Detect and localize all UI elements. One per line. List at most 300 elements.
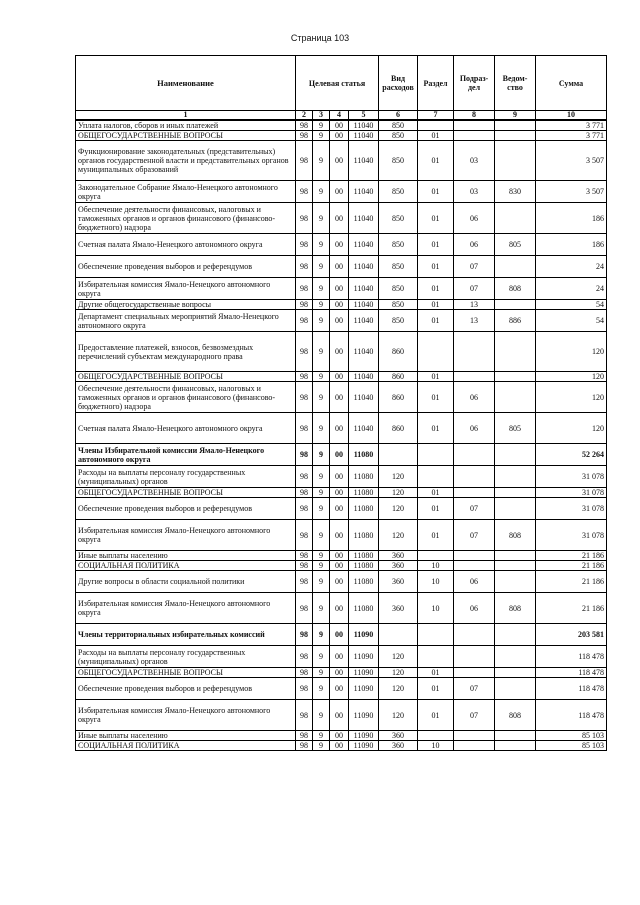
column-number: 9 bbox=[495, 111, 536, 121]
section-cell bbox=[418, 646, 454, 668]
code-subprogram-cell: 9 bbox=[313, 120, 330, 131]
department-cell bbox=[495, 466, 536, 488]
department-cell bbox=[495, 131, 536, 141]
code-program-cell: 98 bbox=[296, 413, 313, 444]
row-name-cell: Счетная палата Ямало-Ненецкого автономного округа bbox=[76, 413, 296, 444]
code-article-cell: 11040 bbox=[349, 413, 379, 444]
sum-cell: 31 078 bbox=[536, 498, 607, 520]
department-cell: 808 bbox=[495, 593, 536, 624]
sum-cell: 31 078 bbox=[536, 488, 607, 498]
table-row bbox=[76, 278, 607, 300]
sum-cell: 186 bbox=[536, 203, 607, 234]
header-department: Ведом-ство bbox=[495, 56, 536, 111]
expense-type-cell: 360 bbox=[379, 593, 418, 624]
section-cell: 10 bbox=[418, 571, 454, 593]
sum-cell: 120 bbox=[536, 413, 607, 444]
table-row bbox=[76, 332, 607, 372]
header-name: Наименование bbox=[76, 56, 296, 111]
section-cell: 01 bbox=[418, 256, 454, 278]
expense-type-cell: 850 bbox=[379, 141, 418, 181]
column-number: 4 bbox=[330, 111, 349, 121]
table-row bbox=[76, 310, 607, 332]
code-direction-cell: 00 bbox=[330, 181, 349, 203]
table-row bbox=[76, 700, 607, 731]
code-subprogram-cell: 9 bbox=[313, 678, 330, 700]
row-name-cell: Предоставление платежей, взносов, безвозмездных перечислений субъектам международного права bbox=[76, 332, 296, 372]
code-program-cell: 98 bbox=[296, 520, 313, 551]
code-subprogram-cell: 9 bbox=[313, 668, 330, 678]
subsection-cell: 07 bbox=[454, 700, 495, 731]
section-cell: 01 bbox=[418, 203, 454, 234]
expense-type-cell: 860 bbox=[379, 372, 418, 382]
subsection-cell bbox=[454, 741, 495, 751]
code-direction-cell: 00 bbox=[330, 300, 349, 310]
table-row bbox=[76, 498, 607, 520]
code-direction-cell: 00 bbox=[330, 372, 349, 382]
code-article-cell: 11040 bbox=[349, 256, 379, 278]
row-name-cell: Избирательная комиссия Ямало-Ненецкого автономного округа bbox=[76, 593, 296, 624]
code-direction-cell: 00 bbox=[330, 700, 349, 731]
section-cell: 01 bbox=[418, 372, 454, 382]
department-cell bbox=[495, 498, 536, 520]
sum-cell: 120 bbox=[536, 332, 607, 372]
code-program-cell: 98 bbox=[296, 234, 313, 256]
sum-cell: 21 186 bbox=[536, 561, 607, 571]
code-article-cell: 11040 bbox=[349, 300, 379, 310]
section-cell: 01 bbox=[418, 668, 454, 678]
table-row bbox=[76, 181, 607, 203]
department-cell: 886 bbox=[495, 310, 536, 332]
expense-type-cell: 120 bbox=[379, 646, 418, 668]
code-article-cell: 11080 bbox=[349, 561, 379, 571]
expense-type-cell: 120 bbox=[379, 488, 418, 498]
code-subprogram-cell: 9 bbox=[313, 731, 330, 741]
code-direction-cell: 00 bbox=[330, 141, 349, 181]
code-subprogram-cell: 9 bbox=[313, 571, 330, 593]
subsection-cell: 07 bbox=[454, 278, 495, 300]
column-number: 10 bbox=[536, 111, 607, 121]
sum-cell: 85 103 bbox=[536, 741, 607, 751]
code-program-cell: 98 bbox=[296, 372, 313, 382]
code-article-cell: 11040 bbox=[349, 141, 379, 181]
subsection-cell: 06 bbox=[454, 382, 495, 413]
section-cell: 01 bbox=[418, 141, 454, 181]
subsection-cell: 13 bbox=[454, 310, 495, 332]
sum-cell: 21 186 bbox=[536, 551, 607, 561]
department-cell bbox=[495, 488, 536, 498]
sum-cell: 203 581 bbox=[536, 624, 607, 646]
department-cell: 805 bbox=[495, 413, 536, 444]
row-name-cell: Обеспечение деятельности финансовых, налоговых и таможенных органов и органов финансового (финансово-бюджетного) надзора bbox=[76, 382, 296, 413]
code-program-cell: 98 bbox=[296, 131, 313, 141]
code-direction-cell: 00 bbox=[330, 332, 349, 372]
column-number: 2 bbox=[296, 111, 313, 121]
code-direction-cell: 00 bbox=[330, 551, 349, 561]
code-direction-cell: 00 bbox=[330, 498, 349, 520]
expense-type-cell: 850 bbox=[379, 234, 418, 256]
table-row bbox=[76, 300, 607, 310]
department-cell bbox=[495, 203, 536, 234]
column-number: 5 bbox=[349, 111, 379, 121]
subsection-cell: 06 bbox=[454, 571, 495, 593]
section-cell: 01 bbox=[418, 300, 454, 310]
section-cell: 01 bbox=[418, 498, 454, 520]
table-row bbox=[76, 561, 607, 571]
code-program-cell: 98 bbox=[296, 593, 313, 624]
department-cell bbox=[495, 668, 536, 678]
code-subprogram-cell: 9 bbox=[313, 413, 330, 444]
sum-cell: 52 264 bbox=[536, 444, 607, 466]
sum-cell: 120 bbox=[536, 372, 607, 382]
section-cell: 01 bbox=[418, 382, 454, 413]
row-name-cell: Законодательное Собрание Ямало-Ненецкого автономного округа bbox=[76, 181, 296, 203]
header-sum: Сумма bbox=[536, 56, 607, 111]
expense-type-cell: 850 bbox=[379, 203, 418, 234]
sum-cell: 118 478 bbox=[536, 668, 607, 678]
subsection-cell bbox=[454, 120, 495, 131]
row-name-cell: Другие вопросы в области социальной политики bbox=[76, 571, 296, 593]
table-row bbox=[76, 668, 607, 678]
sum-cell: 118 478 bbox=[536, 646, 607, 668]
row-name-cell: Функционирование законодательных (представительных) органов государственной власти и представительных органов муниципальных образований bbox=[76, 141, 296, 181]
code-program-cell: 98 bbox=[296, 571, 313, 593]
table-row bbox=[76, 234, 607, 256]
section-cell bbox=[418, 444, 454, 466]
sum-cell: 85 103 bbox=[536, 731, 607, 741]
table-row bbox=[76, 488, 607, 498]
code-subprogram-cell: 9 bbox=[313, 310, 330, 332]
code-article-cell: 11040 bbox=[349, 131, 379, 141]
subsection-cell: 07 bbox=[454, 498, 495, 520]
department-cell bbox=[495, 120, 536, 131]
code-program-cell: 98 bbox=[296, 278, 313, 300]
department-cell bbox=[495, 332, 536, 372]
code-direction-cell: 00 bbox=[330, 741, 349, 751]
subsection-cell: 06 bbox=[454, 203, 495, 234]
header-subsection: Подраз-дел bbox=[454, 56, 495, 111]
expense-type-cell: 850 bbox=[379, 310, 418, 332]
code-subprogram-cell: 9 bbox=[313, 382, 330, 413]
code-subprogram-cell: 9 bbox=[313, 256, 330, 278]
department-cell: 808 bbox=[495, 278, 536, 300]
subsection-cell: 07 bbox=[454, 678, 495, 700]
code-article-cell: 11080 bbox=[349, 488, 379, 498]
code-article-cell: 11090 bbox=[349, 741, 379, 751]
sum-cell: 3 507 bbox=[536, 181, 607, 203]
code-article-cell: 11040 bbox=[349, 278, 379, 300]
header-target-article: Целевая статья bbox=[296, 56, 379, 111]
section-cell bbox=[418, 551, 454, 561]
subsection-cell bbox=[454, 444, 495, 466]
code-program-cell: 98 bbox=[296, 646, 313, 668]
code-program-cell: 98 bbox=[296, 700, 313, 731]
section-cell bbox=[418, 731, 454, 741]
code-program-cell: 98 bbox=[296, 181, 313, 203]
code-direction-cell: 00 bbox=[330, 234, 349, 256]
table-row bbox=[76, 741, 607, 751]
sum-cell: 24 bbox=[536, 256, 607, 278]
subsection-cell bbox=[454, 488, 495, 498]
header-expense-type: Вид расходов bbox=[379, 56, 418, 111]
subsection-cell: 03 bbox=[454, 181, 495, 203]
code-direction-cell: 00 bbox=[330, 131, 349, 141]
sum-cell: 21 186 bbox=[536, 571, 607, 593]
row-name-cell: Избирательная комиссия Ямало-Ненецкого автономного округа bbox=[76, 278, 296, 300]
row-name-cell: ОБЩЕГОСУДАРСТВЕННЫЕ ВОПРОСЫ bbox=[76, 488, 296, 498]
row-name-cell: ОБЩЕГОСУДАРСТВЕННЫЕ ВОПРОСЫ bbox=[76, 131, 296, 141]
department-cell bbox=[495, 561, 536, 571]
code-direction-cell: 00 bbox=[330, 731, 349, 741]
section-cell: 01 bbox=[418, 413, 454, 444]
subsection-cell: 06 bbox=[454, 234, 495, 256]
code-direction-cell: 00 bbox=[330, 413, 349, 444]
subsection-cell: 03 bbox=[454, 141, 495, 181]
department-cell bbox=[495, 551, 536, 561]
expense-type-cell: 850 bbox=[379, 278, 418, 300]
code-program-cell: 98 bbox=[296, 141, 313, 181]
code-program-cell: 98 bbox=[296, 310, 313, 332]
row-name-cell: Иные выплаты населению bbox=[76, 731, 296, 741]
code-article-cell: 11040 bbox=[349, 382, 379, 413]
row-name-cell: Избирательная комиссия Ямало-Ненецкого автономного округа bbox=[76, 520, 296, 551]
sum-cell: 54 bbox=[536, 310, 607, 332]
table-row bbox=[76, 624, 607, 646]
table-row bbox=[76, 444, 607, 466]
section-cell: 01 bbox=[418, 310, 454, 332]
code-article-cell: 11080 bbox=[349, 466, 379, 488]
code-direction-cell: 00 bbox=[330, 561, 349, 571]
table-row bbox=[76, 372, 607, 382]
code-direction-cell: 00 bbox=[330, 668, 349, 678]
subsection-cell bbox=[454, 668, 495, 678]
code-direction-cell: 00 bbox=[330, 488, 349, 498]
section-cell: 01 bbox=[418, 520, 454, 551]
code-article-cell: 11080 bbox=[349, 571, 379, 593]
row-name-cell: Расходы на выплаты персоналу государственных (муниципальных) органов bbox=[76, 466, 296, 488]
subsection-cell bbox=[454, 561, 495, 571]
expense-type-cell: 120 bbox=[379, 498, 418, 520]
code-program-cell: 98 bbox=[296, 731, 313, 741]
row-name-cell: Уплата налогов, сборов и иных платежей bbox=[76, 120, 296, 131]
code-subprogram-cell: 9 bbox=[313, 466, 330, 488]
expense-type-cell: 360 bbox=[379, 551, 418, 561]
section-cell: 10 bbox=[418, 561, 454, 571]
table-row bbox=[76, 120, 607, 131]
row-name-cell: СОЦИАЛЬНАЯ ПОЛИТИКА bbox=[76, 741, 296, 751]
code-subprogram-cell: 9 bbox=[313, 141, 330, 181]
table-row bbox=[76, 466, 607, 488]
code-direction-cell: 00 bbox=[330, 646, 349, 668]
subsection-cell bbox=[454, 372, 495, 382]
subsection-cell bbox=[454, 466, 495, 488]
sum-cell: 3 771 bbox=[536, 131, 607, 141]
code-direction-cell: 00 bbox=[330, 571, 349, 593]
subsection-cell bbox=[454, 551, 495, 561]
row-name-cell: ОБЩЕГОСУДАРСТВЕННЫЕ ВОПРОСЫ bbox=[76, 668, 296, 678]
expense-type-cell: 850 bbox=[379, 120, 418, 131]
code-program-cell: 98 bbox=[296, 203, 313, 234]
subsection-cell: 06 bbox=[454, 593, 495, 624]
expense-type-cell bbox=[379, 444, 418, 466]
code-article-cell: 11090 bbox=[349, 700, 379, 731]
column-number-row bbox=[76, 111, 607, 121]
column-number: 6 bbox=[379, 111, 418, 121]
row-name-cell: Обеспечение проведения выборов и референдумов bbox=[76, 678, 296, 700]
expense-type-cell: 850 bbox=[379, 181, 418, 203]
department-cell bbox=[495, 731, 536, 741]
row-name-cell: Иные выплаты населению bbox=[76, 551, 296, 561]
header-section: Раздел bbox=[418, 56, 454, 111]
expense-type-cell: 860 bbox=[379, 332, 418, 372]
code-article-cell: 11080 bbox=[349, 520, 379, 551]
table-row bbox=[76, 593, 607, 624]
code-subprogram-cell: 9 bbox=[313, 278, 330, 300]
sum-cell: 24 bbox=[536, 278, 607, 300]
expense-type-cell: 120 bbox=[379, 466, 418, 488]
expense-type-cell: 850 bbox=[379, 256, 418, 278]
code-subprogram-cell: 9 bbox=[313, 234, 330, 256]
department-cell bbox=[495, 741, 536, 751]
sum-cell: 31 078 bbox=[536, 466, 607, 488]
department-cell bbox=[495, 372, 536, 382]
subsection-cell bbox=[454, 646, 495, 668]
sum-cell: 31 078 bbox=[536, 520, 607, 551]
code-program-cell: 98 bbox=[296, 624, 313, 646]
code-article-cell: 11090 bbox=[349, 646, 379, 668]
department-cell: 808 bbox=[495, 520, 536, 551]
sum-cell: 120 bbox=[536, 382, 607, 413]
code-article-cell: 11090 bbox=[349, 624, 379, 646]
department-cell: 805 bbox=[495, 234, 536, 256]
code-program-cell: 98 bbox=[296, 256, 313, 278]
section-cell: 01 bbox=[418, 278, 454, 300]
code-article-cell: 11080 bbox=[349, 551, 379, 561]
table-body bbox=[76, 120, 607, 751]
section-cell: 10 bbox=[418, 741, 454, 751]
expense-type-cell: 860 bbox=[379, 382, 418, 413]
code-subprogram-cell: 9 bbox=[313, 551, 330, 561]
sum-cell: 21 186 bbox=[536, 593, 607, 624]
code-program-cell: 98 bbox=[296, 498, 313, 520]
section-cell bbox=[418, 120, 454, 131]
table-row bbox=[76, 551, 607, 561]
section-cell bbox=[418, 624, 454, 646]
code-subprogram-cell: 9 bbox=[313, 561, 330, 571]
code-article-cell: 11040 bbox=[349, 372, 379, 382]
code-article-cell: 11080 bbox=[349, 444, 379, 466]
row-name-cell: Обеспечение проведения выборов и референдумов bbox=[76, 498, 296, 520]
code-subprogram-cell: 9 bbox=[313, 741, 330, 751]
code-program-cell: 98 bbox=[296, 551, 313, 561]
code-subprogram-cell: 9 bbox=[313, 646, 330, 668]
section-cell: 01 bbox=[418, 678, 454, 700]
expense-type-cell: 120 bbox=[379, 700, 418, 731]
budget-table bbox=[75, 55, 607, 751]
expense-type-cell: 860 bbox=[379, 413, 418, 444]
table-row bbox=[76, 520, 607, 551]
code-program-cell: 98 bbox=[296, 668, 313, 678]
code-article-cell: 11040 bbox=[349, 120, 379, 131]
table-row bbox=[76, 646, 607, 668]
code-program-cell: 98 bbox=[296, 488, 313, 498]
department-cell bbox=[495, 300, 536, 310]
sum-cell: 3 507 bbox=[536, 141, 607, 181]
page-label: Страница 103 bbox=[290, 33, 350, 43]
code-program-cell: 98 bbox=[296, 561, 313, 571]
sum-cell: 118 478 bbox=[536, 700, 607, 731]
code-program-cell: 98 bbox=[296, 300, 313, 310]
department-cell bbox=[495, 571, 536, 593]
expense-type-cell: 850 bbox=[379, 131, 418, 141]
code-direction-cell: 00 bbox=[330, 444, 349, 466]
table-row bbox=[76, 571, 607, 593]
code-direction-cell: 00 bbox=[330, 466, 349, 488]
department-cell bbox=[495, 646, 536, 668]
code-subprogram-cell: 9 bbox=[313, 520, 330, 551]
table-row bbox=[76, 731, 607, 741]
code-direction-cell: 00 bbox=[330, 678, 349, 700]
column-number: 3 bbox=[313, 111, 330, 121]
row-name-cell: Обеспечение деятельности финансовых, налоговых и таможенных органов и органов финансового (финансово-бюджетного) надзора bbox=[76, 203, 296, 234]
department-cell bbox=[495, 256, 536, 278]
department-cell bbox=[495, 141, 536, 181]
code-direction-cell: 00 bbox=[330, 624, 349, 646]
department-cell bbox=[495, 624, 536, 646]
subsection-cell bbox=[454, 131, 495, 141]
sum-cell: 54 bbox=[536, 300, 607, 310]
code-direction-cell: 00 bbox=[330, 256, 349, 278]
subsection-cell: 13 bbox=[454, 300, 495, 310]
column-number: 8 bbox=[454, 111, 495, 121]
code-subprogram-cell: 9 bbox=[313, 488, 330, 498]
code-subprogram-cell: 9 bbox=[313, 593, 330, 624]
row-name-cell: Другие общегосударственные вопросы bbox=[76, 300, 296, 310]
header-row bbox=[76, 56, 607, 111]
code-subprogram-cell: 9 bbox=[313, 203, 330, 234]
row-name-cell: Члены Избирательной комиссии Ямало-Ненецкого автономного округа bbox=[76, 444, 296, 466]
column-number: 1 bbox=[76, 111, 296, 121]
section-cell bbox=[418, 466, 454, 488]
department-cell bbox=[495, 444, 536, 466]
department-cell: 808 bbox=[495, 700, 536, 731]
subsection-cell: 07 bbox=[454, 256, 495, 278]
code-direction-cell: 00 bbox=[330, 593, 349, 624]
code-article-cell: 11040 bbox=[349, 234, 379, 256]
code-subprogram-cell: 9 bbox=[313, 624, 330, 646]
row-name-cell: Члены территориальных избирательных комиссий bbox=[76, 624, 296, 646]
expense-type-cell: 360 bbox=[379, 731, 418, 741]
row-name-cell: Департамент специальных мероприятий Ямало-Ненецкого автономного округа bbox=[76, 310, 296, 332]
code-program-cell: 98 bbox=[296, 466, 313, 488]
expense-type-cell: 120 bbox=[379, 668, 418, 678]
code-direction-cell: 00 bbox=[330, 278, 349, 300]
expense-type-cell bbox=[379, 624, 418, 646]
table-row bbox=[76, 131, 607, 141]
expense-type-cell: 360 bbox=[379, 741, 418, 751]
sum-cell: 118 478 bbox=[536, 678, 607, 700]
code-subprogram-cell: 9 bbox=[313, 131, 330, 141]
code-article-cell: 11040 bbox=[349, 310, 379, 332]
expense-type-cell: 120 bbox=[379, 678, 418, 700]
subsection-cell bbox=[454, 624, 495, 646]
department-cell bbox=[495, 678, 536, 700]
expense-type-cell: 360 bbox=[379, 571, 418, 593]
table-row bbox=[76, 678, 607, 700]
code-program-cell: 98 bbox=[296, 120, 313, 131]
subsection-cell: 06 bbox=[454, 413, 495, 444]
code-direction-cell: 00 bbox=[330, 120, 349, 131]
expense-type-cell: 360 bbox=[379, 561, 418, 571]
